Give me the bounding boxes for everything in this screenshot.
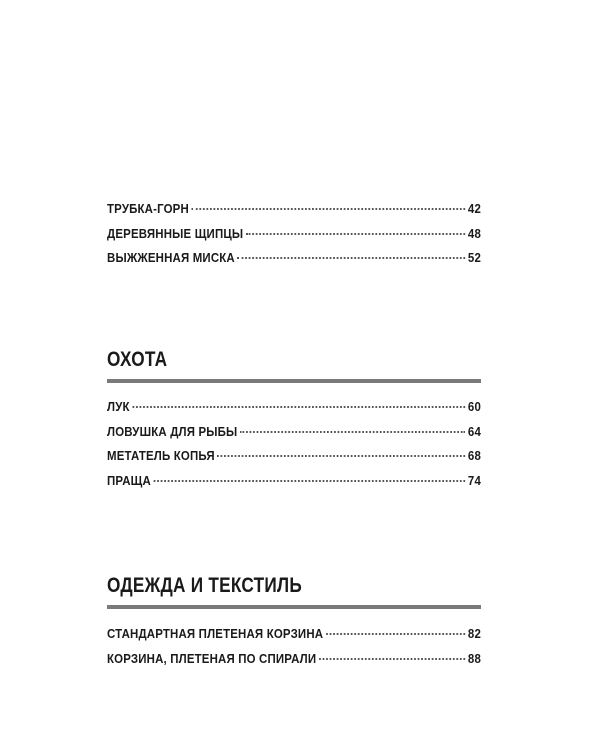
toc-entry [107,651,481,676]
section-heading-hunting [107,347,481,383]
toc-leader-dots [240,431,465,433]
toc-leader-dots [132,406,465,408]
toc-entry [107,424,481,449]
toc-entry [107,250,481,275]
toc-entry-title: ДЕРЕВЯННЫЕ ЩИПЦЫ [107,225,244,241]
toc-list-hunting [107,399,481,497]
toc-entry-title: МЕТАТЕЛЬ КОПЬЯ [107,448,215,463]
toc-leader-dots [326,633,465,635]
toc-entry-page: 88 [467,650,481,666]
toc-entry-page: 82 [467,626,481,641]
section-title: ОДЕЖДА И ТЕКСТИЛЬ [107,574,302,597]
toc-leader-dots [192,208,466,210]
section-divider [107,379,481,383]
section-divider [107,605,481,609]
toc-entry-title: КОРЗИНА, ПЛЕТЕНАЯ ПО СПИРАЛИ [107,650,317,666]
toc-leader-dots [238,257,466,259]
toc-list-tools [107,201,481,275]
toc-entry-title: ТРУБКА-ГОРН [107,201,189,216]
toc-entry-title: СТАНДАРТНАЯ ПЛЕТЕНАЯ КОРЗИНА [107,626,324,641]
toc-entry-page: 74 [467,472,481,488]
toc-leader-dots [246,233,465,235]
toc-leader-dots [319,658,465,660]
toc-entry-page: 48 [467,225,481,241]
toc-entry-page: 60 [467,399,481,414]
toc-entry-title: ЛУК [107,399,130,414]
toc-list-clothing [107,626,481,675]
toc-entry-page: 64 [467,423,481,439]
toc-entry [107,226,481,251]
toc-entry [107,473,481,498]
toc-entry-page: 68 [467,448,481,463]
toc-leader-dots [217,455,465,457]
toc-entry [107,626,481,651]
toc-entry-page: 42 [467,201,481,216]
toc-entry-title: ЛОВУШКА ДЛЯ РЫБЫ [107,423,238,439]
toc-entry-title: ПРАЩА [107,472,151,488]
toc-entry-page: 52 [467,250,481,265]
toc-leader-dots [154,480,466,482]
toc-entry-title: ВЫЖЖЕННАЯ МИСКА [107,250,235,265]
toc-entry [107,201,481,226]
toc-entry [107,399,481,424]
section-title: ОХОТА [107,348,168,371]
toc-entry [107,448,481,473]
section-heading-clothing [107,573,481,609]
